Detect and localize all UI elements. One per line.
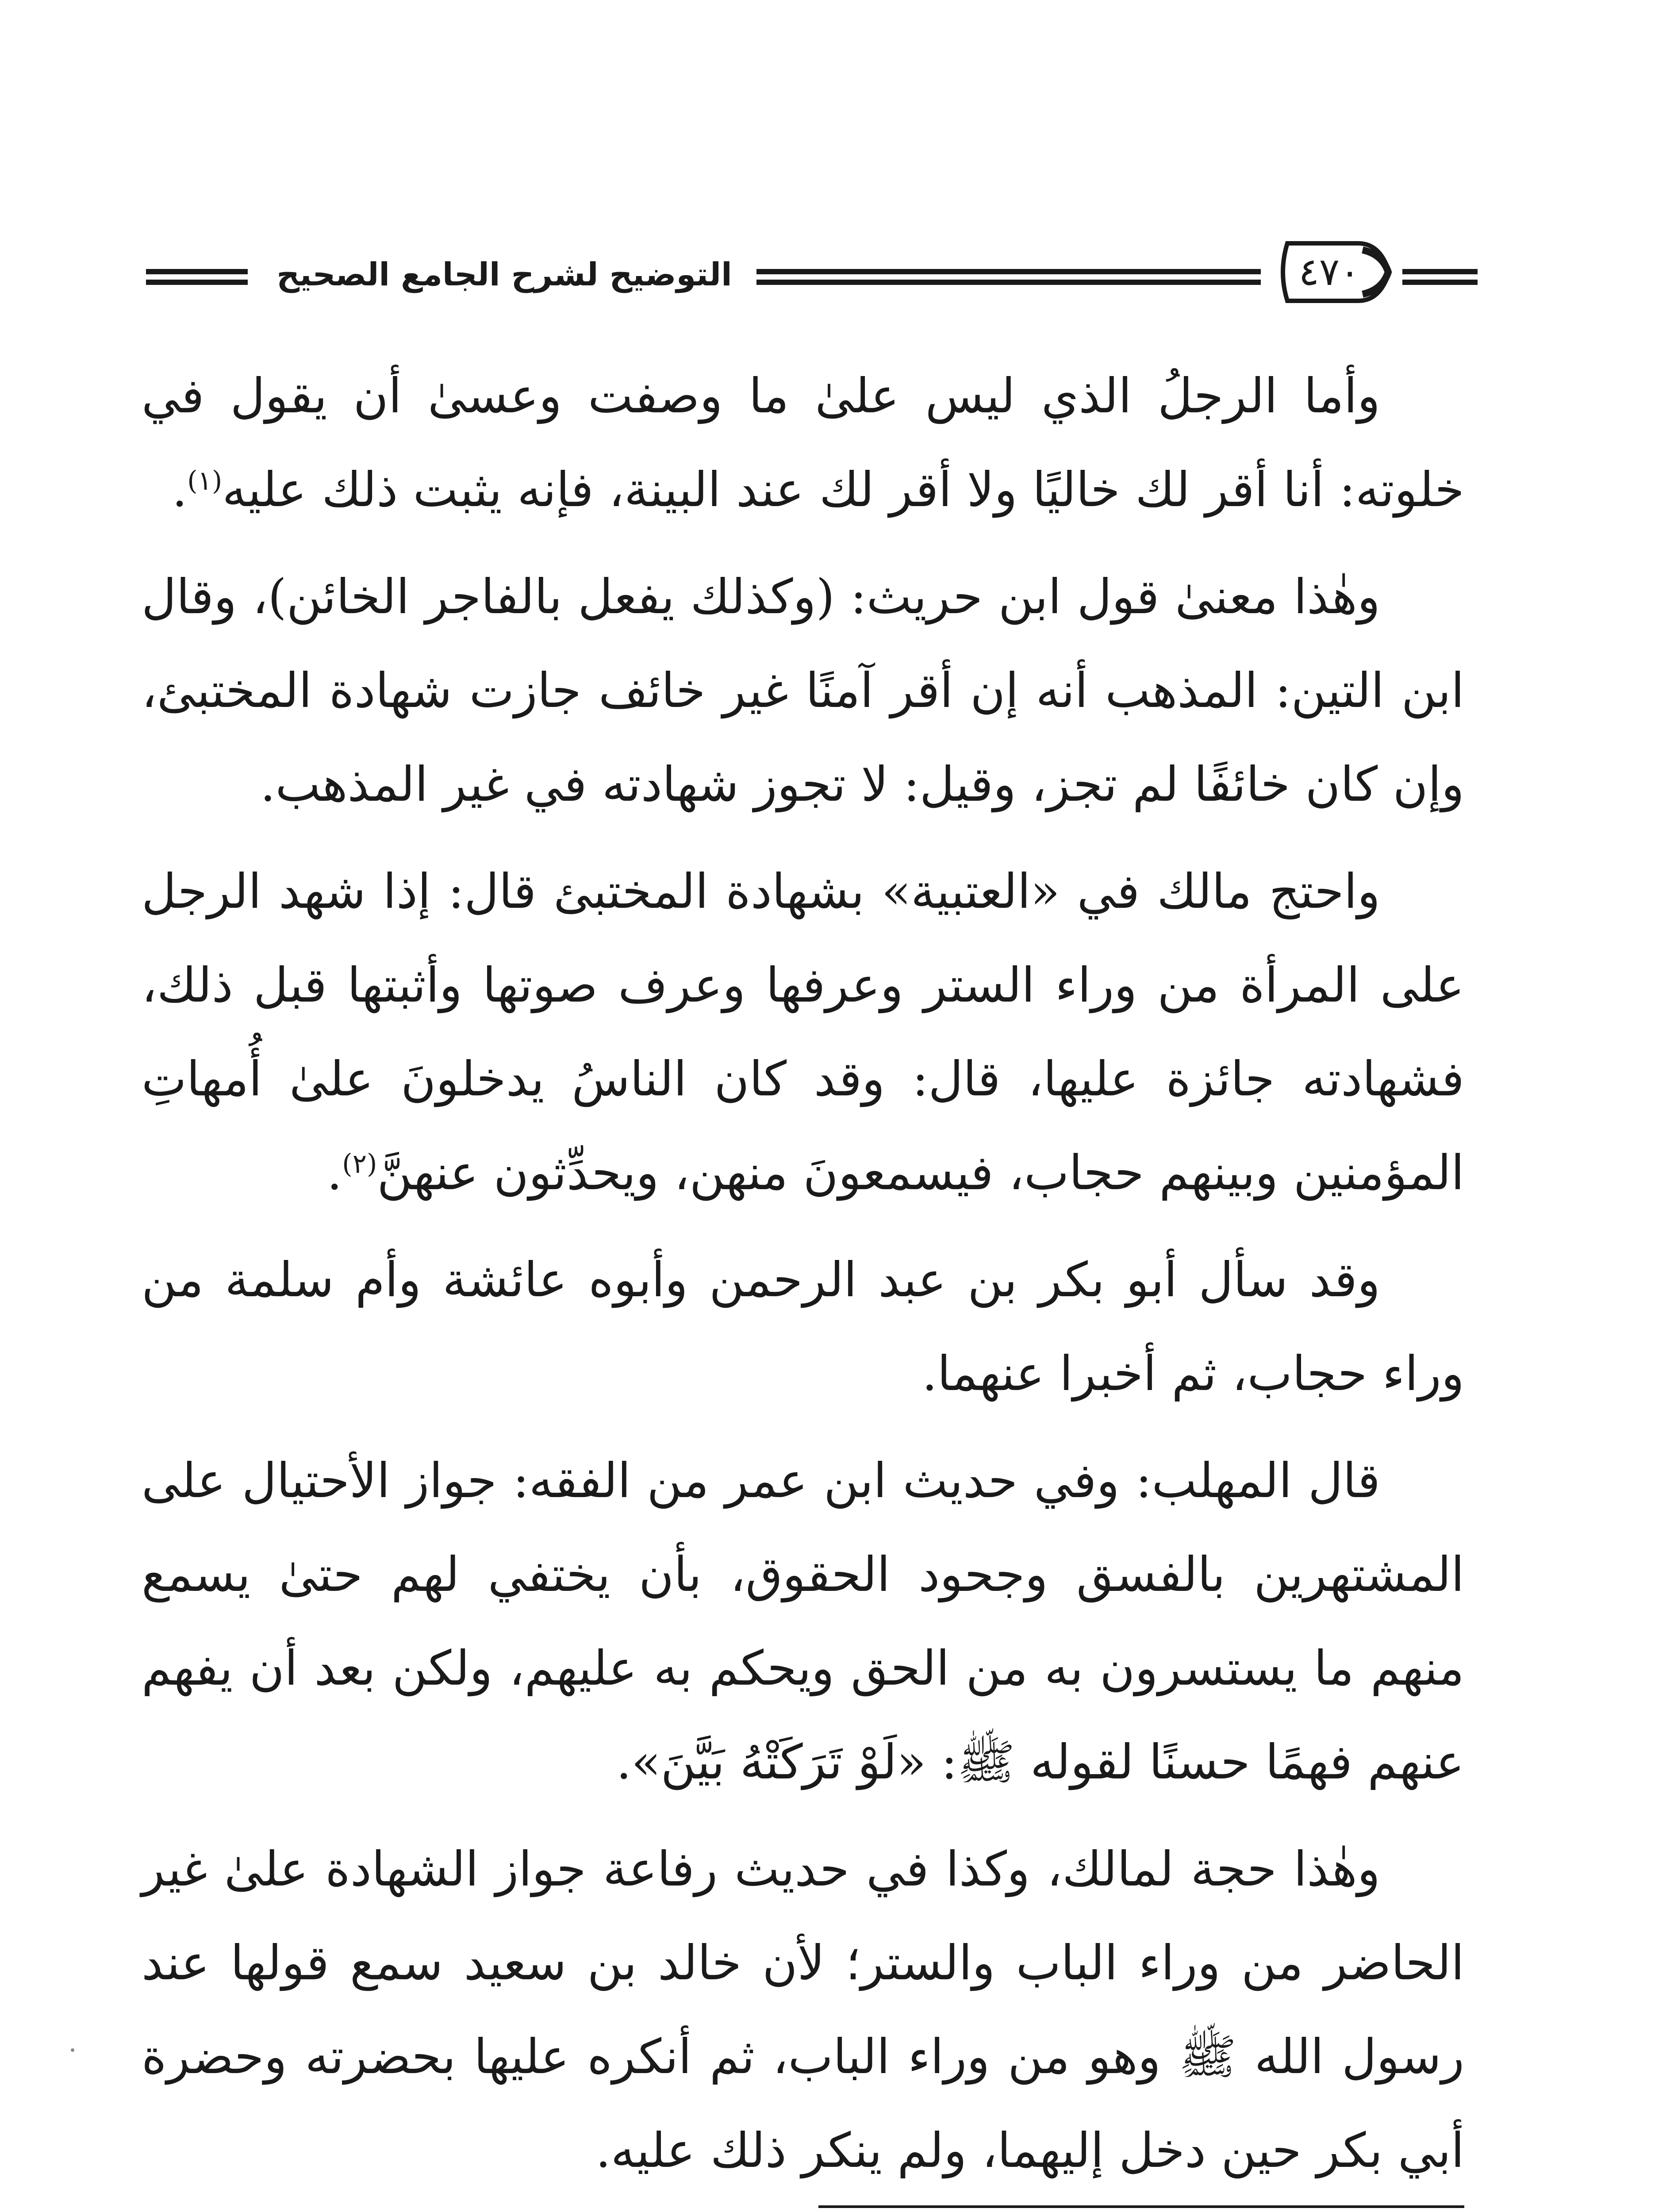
main-text [142, 349, 1464, 2211]
paragraph [142, 845, 1464, 1220]
paragraph [142, 349, 1464, 537]
footnote-ref: (٢) [342, 1148, 377, 1179]
page-number-badge [1270, 234, 1398, 310]
paragraph [142, 1823, 1464, 2198]
running-title: التوضيح لشرح الجامع الصحيح [276, 256, 732, 293]
header-rule [756, 269, 1261, 274]
paragraph-text: وقد سأل أبو بكر بن عبد الرحمن وأبوه عائشة وأم سلمة من وراء حجاب، ثم أخبرا عنهما. [142, 1252, 1464, 1402]
paragraph-text: قال المهلب: وفي حديث ابن عمر من الفقه: جواز الأحتيال على المشتهرين بالفسق وجحود الحقوق، بأن يختفي لهم حتىٰ يسمع منهم ما يستسرون به من الحق ويحكم به عليهم، ولكن بعد أن يفهم عنهم فهمًا حسنًا لقوله ﷺ: «لَوْ تَرَكَتْهُ بَيَّنَ». [142, 1453, 1464, 1790]
paragraph-text: . [172, 462, 188, 518]
scan-speck [71, 2048, 74, 2052]
page-number: ٤٧٠ [1298, 250, 1360, 294]
page-header [146, 230, 1478, 319]
footnote-ref: (١) [187, 465, 223, 496]
paragraph-text: وأما الرجلُ الذي ليس علىٰ ما وصفت وعسىٰ أن يقول في خلوته: أنا أقر لك خاليًا ولا أقر لك عند البينة، فإنه يثبت ذلك عليه [142, 369, 1464, 518]
header-rule [1402, 269, 1478, 274]
footnote-separator [818, 2205, 1464, 2208]
paragraph [142, 550, 1464, 832]
paragraph-text: وهٰذا حجة لمالك، وكذا في حديث رفاعة جواز الشهادة علىٰ غير الحاضر من وراء الباب والستر؛ لأن خالد بن سعيد سمع قولها عند رسول الله ﷺ وهو من وراء الباب، ثم أنكره عليها بحضرته وحضرة أبي بكر حين دخل إليهما، ولم ينكر ذلك عليه. [142, 1842, 1464, 2178]
header-rule [1402, 280, 1478, 285]
paragraph-text: وهٰذا معنىٰ قول ابن حريث: (وكذلك يفعل بالفاجر الخائن)، وقال ابن التين: المذهب أنه إن أقر آمنًا غير خائف جازت شهادة المختبئ، وإن كان خائفًا لم تجز، وقيل: لا تجوز شهادته في غير المذهب. [142, 569, 1464, 812]
paragraph-text: واحتج مالك في «العتبية» بشهادة المختبئ قال: إذا شهد الرجل على المرأة من وراء الستر وعرفها وعرف صوتها وأثبتها قبل ذلك، فشهادته جائزة عليها، قال: وقد كان الناسُ يدخلونَ علىٰ أُمهاتِ المؤمنين وبينهم حجاب، فيسمعونَ منهن، ويحدِّثون عنهنَّ [142, 864, 1464, 1201]
header-rule [146, 269, 248, 274]
header-rule [146, 280, 248, 285]
header-rule [756, 280, 1261, 285]
paragraph [142, 1233, 1464, 1421]
paragraph-text: . [326, 1145, 342, 1201]
paragraph [142, 1434, 1464, 1809]
